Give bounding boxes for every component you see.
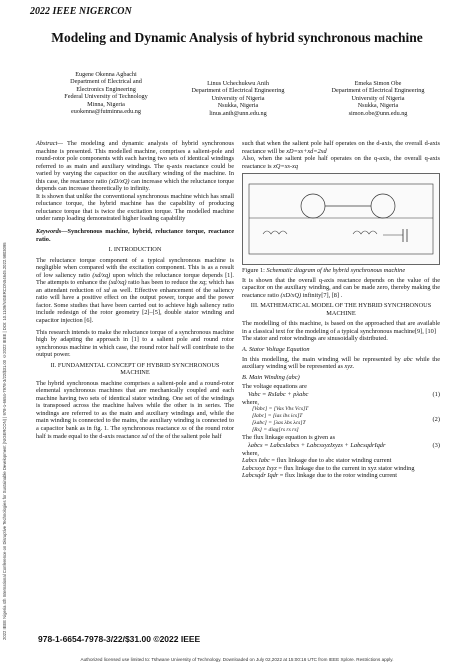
- matrix-definitions: [242, 406, 308, 434]
- author-line: Department of Electrical and: [70, 78, 142, 86]
- section-heading-mathematical-model: III. MATHEMATICAL MODEL OF THE HYBRID SYNCHRONOUS MACHINE: [250, 302, 432, 317]
- continued-paragraph: such that when the salient pole half operates on the d-axis, the overall d-axis reactance will be xD=xs+xd=2xd: [242, 140, 440, 155]
- keywords: Keywords—Synchronous machine, hybrid, reluctance torque, reactance ratio.: [36, 228, 234, 243]
- intro-paragraph-1: The reluctance torque component of a typical synchronous machine is negligible when compared with the excitation component. This is as a result of low saliency ratio (xd/xq) upon which the reluctance torque depends [1]. The attempts to enhance the (xd/xq) ratio has been to reduce the xq; which has an attendant reduction of xd as well. Effective enhancement of the saliency ratio will have a positive effect on the output power, torque and the power factor. Some studies that have been carried out to achieve high saliency ratio include redesign of the rotor geometry [2]–[5], double stator winding and capacitor injection [6].: [36, 256, 235, 324]
- flux-intro: The flux linkage equation is given as: [242, 434, 336, 442]
- subsection-main-winding: B. Main Winding (abc): [242, 373, 300, 381]
- abstract: Abstract— The modeling and dynamic analysis of hybrid synchronous machine is presented. This modelled machine, comprises a salient-pole and round-rotor pole components with each having two sets of identical windings referred to as main and auxiliary windings. The q-axis reactance could be varied by varying the capacitor on the auxiliary winding of the machine. In this case, the reactance ratio (xD/xQ) can increase which the reluctance torque depends can increase theoretically to infinity.: [36, 140, 235, 193]
- author-line: Minna, Nigeria: [87, 100, 125, 108]
- definition-1: Labcs Iabc = flux linkage due to abc stator winding current: [242, 457, 392, 465]
- author-line: euokenna@futminna.edu.ng: [71, 108, 141, 116]
- author-block-2: [168, 80, 308, 117]
- salient-pole-rotor: [301, 194, 325, 218]
- license-note: Authorized licensed use limited to: Tshwane University of Technology. Downloaded on July 02,2022 at 15:00:16 UTC from IEEE Xplore. Restrictions apply.: [80, 657, 394, 662]
- author-line: Department of Electrical Engineering: [331, 87, 425, 95]
- model-paragraph-1: The modelling of this machine, is based on the approached that are available in a classical text for the modeling of a typical synchronous machine[9], [10]: [242, 320, 440, 335]
- left-column: [36, 140, 234, 440]
- matrix-row: [Rs] = diag[rs rs rs]: [252, 427, 299, 434]
- model-paragraph-2: The stator and rotor windings are sinusoidally distributed.: [242, 335, 388, 343]
- definition-2: Labcsxyz Ixyz = flux linkage due to the current in xyz stator winding: [242, 464, 415, 472]
- matrix-row: [Vabc] = [Vas Vbs Vcs]T: [252, 406, 309, 413]
- author-line: Federal University of Technology: [64, 93, 148, 101]
- author-line: Emeka Simon Obe: [354, 80, 402, 87]
- abstract-continued: It is shown that unlike the conventional synchronous machine which has small reluctance torque, the hybrid machine has the capability of producing reluctance torque that is twice the excitation torque. The modelled machine under ramp loading demonstrated higher loading capability: [36, 192, 234, 223]
- author-line: Department of Electrical Engineering: [191, 87, 285, 95]
- intro-paragraph-2: This research intends to make the reluctance torque of a synchronous machine high by adapting the approach in [1] to a salient pole and round rotor synchronous machine in which case, the round rotor half will contribute to the output power.: [36, 328, 234, 359]
- author-line: University of Nigeria: [211, 94, 265, 102]
- author-line: Eugene Okenna Agbachi: [75, 71, 137, 78]
- reactance-paragraph: It is shown that the overall q-axis reactance depends on the value of the capacitor on the auxiliary winding, and can be made zero, thereby making the reactance ratio (xD/xQ) infinity[7], [8] .: [242, 276, 440, 299]
- q-axis-paragraph: Also, when the salient pole half operates on the q-axis, the overall q-axis reactance is xQ=xs-xq: [242, 155, 440, 170]
- author-line: University of Nigeria: [351, 94, 405, 102]
- auxiliary-winding-coil: [353, 231, 377, 234]
- figure-1-schematic: [242, 173, 440, 265]
- stator-voltage-paragraph: In this modelling, the main winding will be represented by abc while the auxiliary winding will be represented as xyz.: [242, 355, 440, 371]
- author-line: simon.obe@unn.edu.ng: [348, 109, 408, 117]
- equation-3: λabcs = LabcsIabcs + LabcsxyzIxyzs + LabcsqdrIqdr (3): [248, 441, 440, 449]
- author-block-1: [36, 71, 176, 115]
- author-line: linus.anih@unn.edu.ng: [209, 109, 267, 117]
- where-1: where,: [242, 398, 259, 406]
- figure-1-caption: Figure 1: Schematic diagram of the hybrid synchronous machine: [242, 267, 406, 275]
- section-heading-introduction: I. INTRODUCTION: [108, 246, 162, 254]
- abstract-label: Abstract—: [36, 140, 63, 147]
- paper-title: Modeling and Dynamic Analysis of hybrid synchronous machine: [51, 30, 423, 45]
- equation-2: [Vabc] = [Vas Vbs Vcs]T [Iabc] = [ias ibs ics]T [λabc] = [λas λbs λcs]T [Rs] = diag[rs rs rs] (2): [242, 406, 440, 434]
- equation-1: Vabc = RsIabc + pλabc (1): [248, 390, 440, 398]
- matrix-row: [Iabc] = [ias ibs ics]T: [252, 413, 303, 420]
- schematic-diagram: [243, 174, 439, 264]
- schematic-frame: [249, 184, 433, 254]
- section-heading-fundamental-concept: II. FUNDAMENTAL CONCEPT OF HYBRID SYNCHRONOUS MACHINE: [50, 361, 220, 377]
- author-block-3: [308, 80, 448, 117]
- right-column: [242, 140, 440, 480]
- author-line: Linus Uchechukwu Anih: [207, 80, 269, 87]
- definition-3: Labcsqdr Iqdr = flux linkage due to the rotor winding current: [242, 472, 398, 480]
- matrix-row: [λabc] = [λas λbs λcs]T: [252, 420, 306, 427]
- author-line: Nsukka, Nigeria: [217, 102, 259, 110]
- round-rotor: [371, 194, 395, 218]
- footer-isbn: 978-1-6654-7978-3/22/$31.00 ©2022 IEEE: [38, 634, 201, 644]
- conference-header: 2022 IEEE NIGERCON: [30, 6, 132, 17]
- author-line: Nsukka, Nigeria: [357, 102, 399, 110]
- concept-paragraph: The hybrid synchronous machine comprises a salient-pole and a round-rotor elemental synchronous machines that are mechanically coupled and each machine having two sets of identical stator winding. One set of the windings is transposed across the machine halves while the other is in series. The windings are referred to as the main and auxiliary windings and, while the main winding is connected to the mains, the auxiliary winding is connected to a capacitor bank as in fig. 1. The synchronous reactance xs of the round rotor half is made equal to the d-axis reactance xd of the of the salient pole half: [36, 379, 235, 440]
- voltage-equations-intro: The voltage equations are: [242, 383, 307, 391]
- side-citation-text: 2022 IEEE Nigeria 4th International Conference on Disruptive Technologies for Sustainable Development (NIGERCON) | 978-1-6654-7978-3/22/$31.00 ©2022 IEEE | DOI: 10.1109/NIGERCON54645.2022.9803095: [2, 242, 7, 640]
- author-line: Electronics Engineering: [76, 85, 136, 93]
- subsection-stator-voltage: A. Stator Voltage Equation: [242, 345, 310, 353]
- main-winding-coil: [263, 231, 287, 234]
- where-2: where,: [242, 449, 259, 457]
